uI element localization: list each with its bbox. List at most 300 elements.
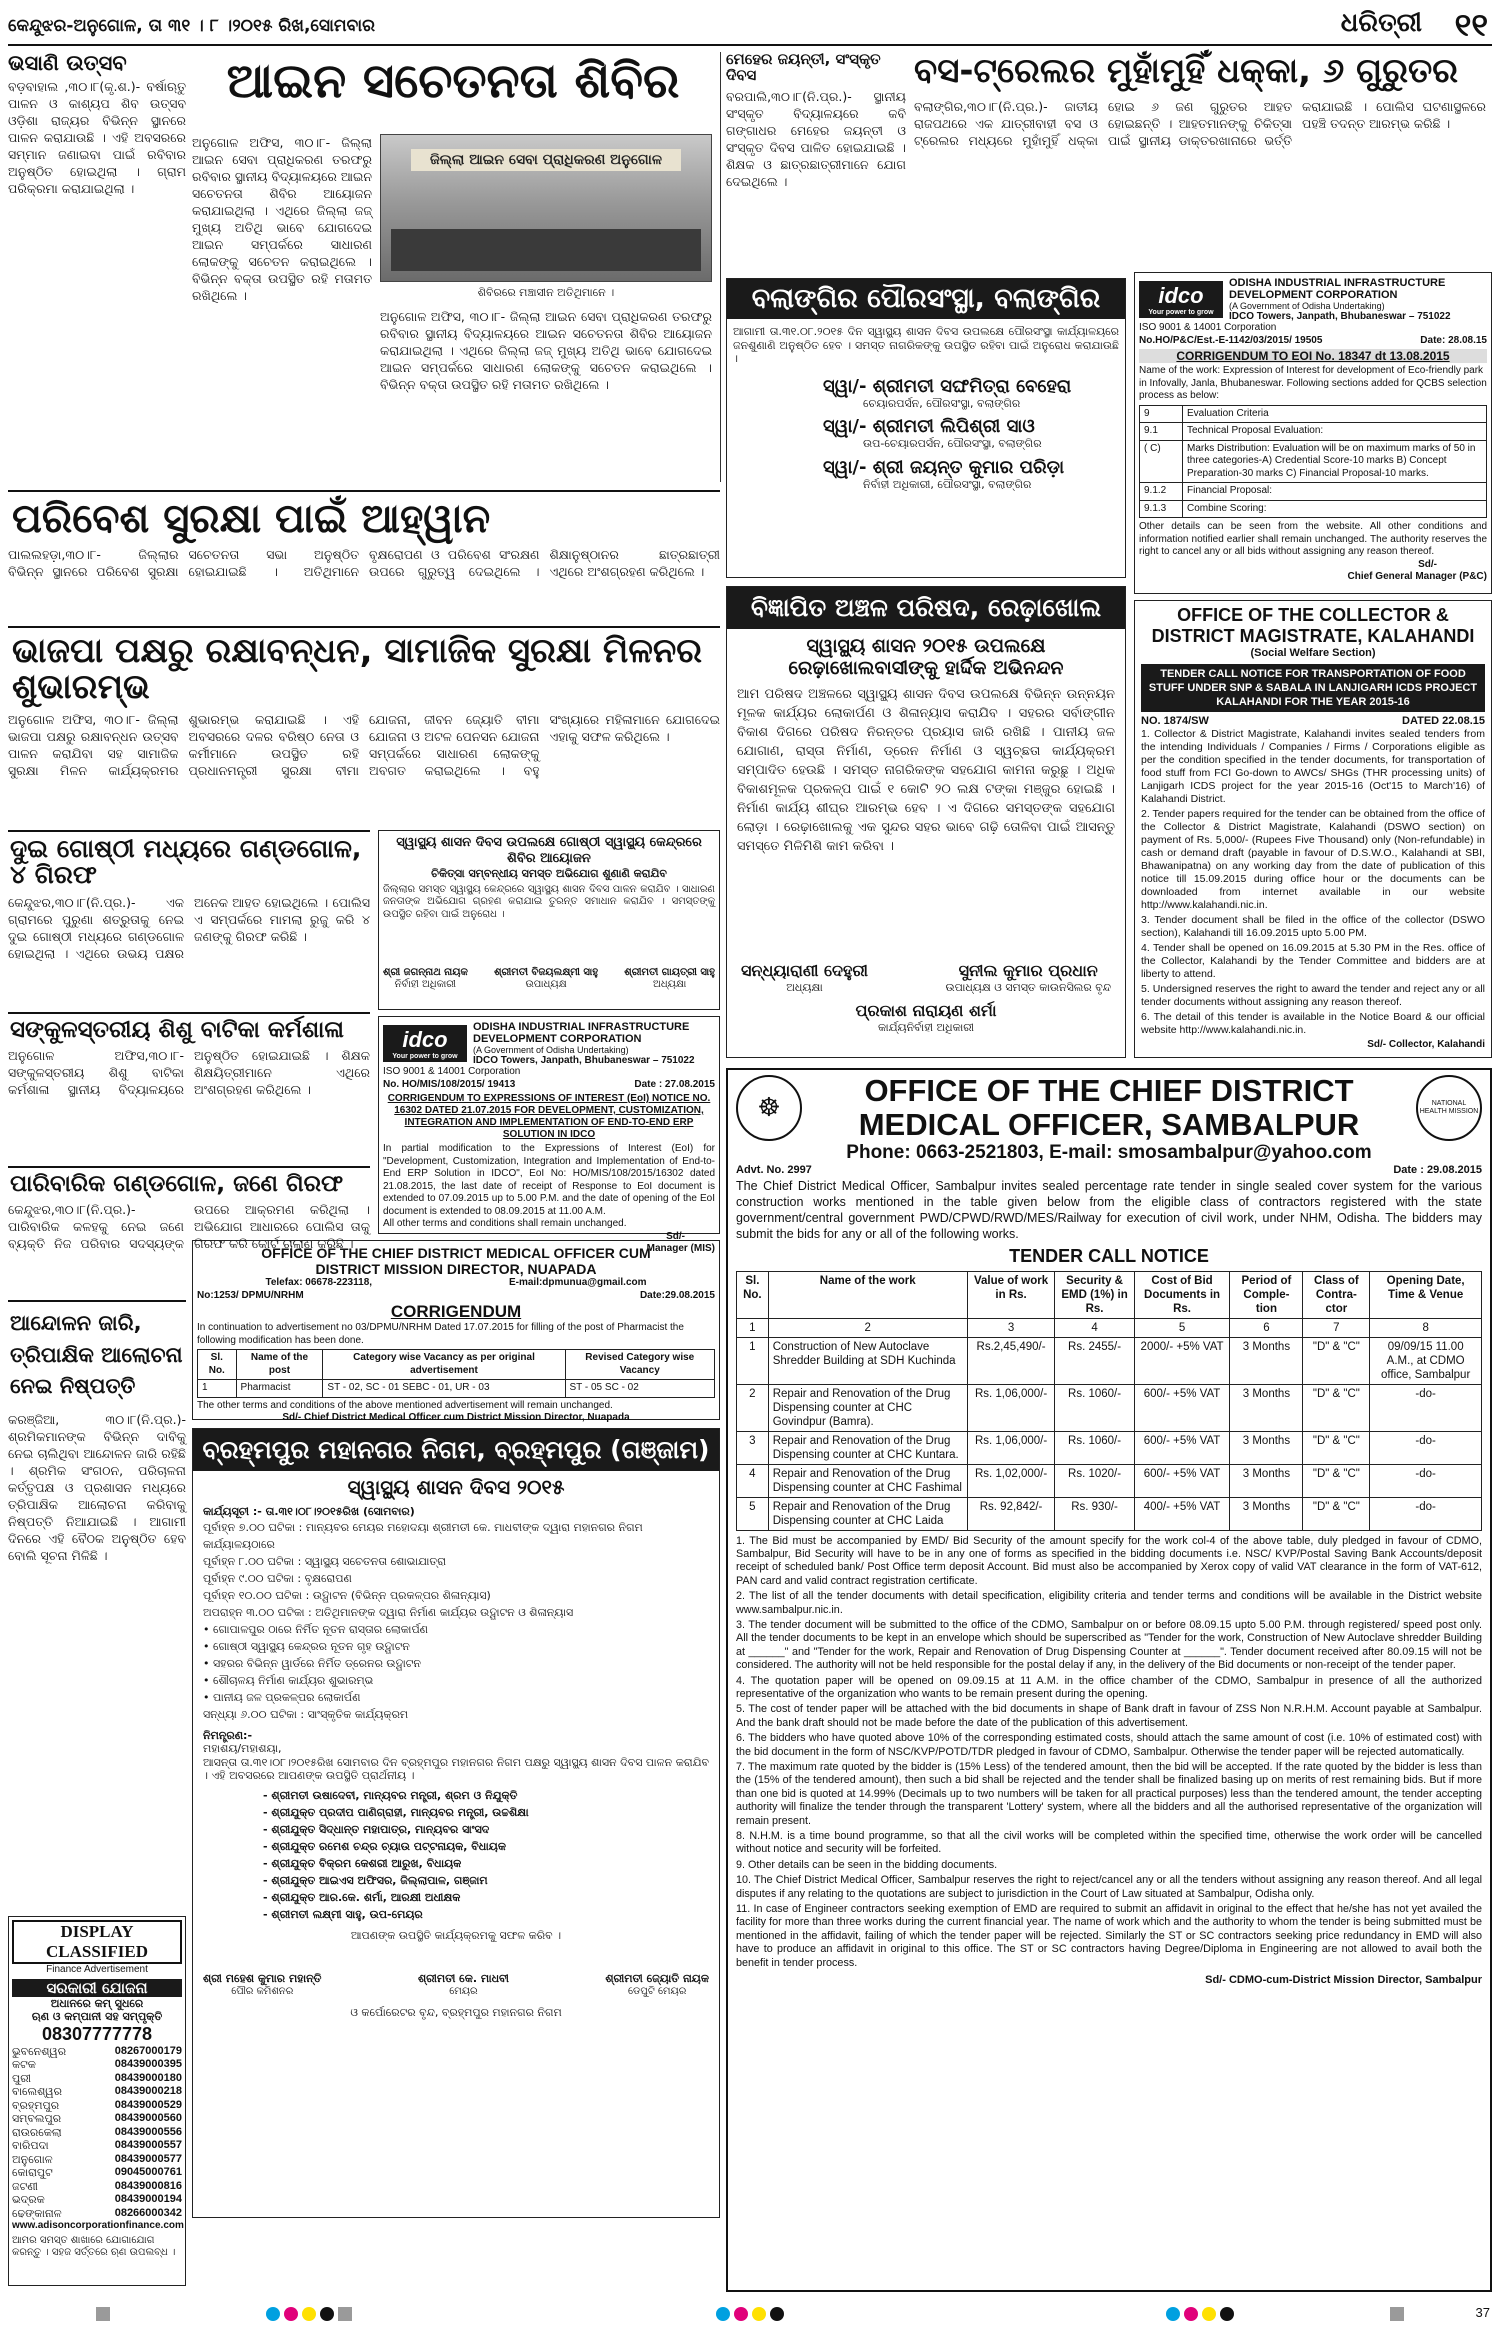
tender-term: 10. The Chief District Medical Officer, Sambalpur reserves the right to reject/cancel any or all the tenders without assigning any reason thereof. And all legal disputes if any relating to the quotations are subject to jurisdiction in the Court of Law situated at Sambalpur, Odisha only. [736, 1874, 1482, 1900]
schedule-item: ପୂର୍ବାହ୍ନ ୯.୦୦ ଘଟିକା : ବୃକ୍ଷରୋପଣ [203, 1571, 352, 1585]
print-marks [0, 2295, 1500, 2335]
story-bjp-rakhi [8, 626, 720, 822]
table-cell: ST - 05 SC - 02 [565, 1380, 714, 1398]
place-name: କୋରାପୁଟ [12, 2166, 53, 2179]
col-number: 7 [1303, 1318, 1370, 1337]
schedule-item: ସନ୍ଧ୍ୟା ୬.୦୦ ଘଟିକା : ସାଂସ୍କୃତିକ କାର୍ଯ୍ୟକ୍ରମ [203, 1707, 409, 1721]
table-cell: "D" & "C" [1303, 1464, 1370, 1497]
schedule-item: • ସହରର ବିଭିନ୍ନ ୱାର୍ଡରେ ନିର୍ମିତ ଡ୍ରେନର ଉଦ୍ଘାଟନ [203, 1656, 421, 1670]
notice-title: CORRIGENDUM TO EOI No. 18347 dt 13.08.2015 [1139, 349, 1487, 363]
ad-headline: ବିଜ୍ଞାପିତ ଅଞ୍ଚଳ ପରିଷଦ, ରେଢ଼ାଖୋଲ [727, 587, 1125, 629]
table-row [737, 1431, 1482, 1464]
magenta-mark [284, 2307, 298, 2321]
list-item [12, 2112, 182, 2126]
dateline: କେନ୍ଦୁଝର-ଅନୁଗୋଳ, ତା ୩୧ । ୮ ।୨୦୧୫ ରିଖ,ସୋମବାର [8, 16, 375, 36]
ad-health-day [378, 830, 720, 1010]
criteria-no: 9.1.3 [1140, 500, 1183, 518]
phone-number: 08267000179 [114, 2044, 182, 2057]
paper-name: ଧରିତ୍ରୀ [1340, 8, 1422, 38]
notice-intro: In continuation to advertisement no 03/DPMU/NRHM Dated 17.07.2015 for filling of the post of Pharmacist the following modification has been done. [197, 1322, 684, 1346]
yellow-mark [302, 2307, 316, 2321]
signatory-role: ନିର୍ବାହୀ ଅଧିକାରୀ [394, 979, 457, 990]
signatory-name: ଶ୍ରୀମତୀ ଜ୍ୟୋତି ନାୟକ [605, 1972, 709, 1986]
table-cell: 3 [737, 1431, 769, 1464]
masthead [8, 6, 1492, 46]
criteria-text: Technical Proposal Evaluation: [1183, 423, 1487, 441]
table-cell: -do- [1370, 1384, 1482, 1431]
table-cell: 400/- +5% VAT [1134, 1497, 1230, 1530]
tender-term: 7. The maximum rate quoted by the bidder is (15% Less) of the tendered amount, then the bid will be accepted. If the rate quoted by the bidder is less than the (15% of the tendered amount), then such a bid shall be rejected and the tender shall be finalized basing up on merits of rest remaining bids. But if more than one bid is quoted at 14.99% (Decimals up to two numbers will be taken for all practical purposes) less than the tendered amount, the tender accepting authority will finalize the tender through the transparent 'Lottery' system, where all the bidders and all the authorised representative of the organization will remain present. [736, 1761, 1482, 1827]
list-item [12, 2180, 182, 2194]
ref-no: No:1253/ DPMU/NRHM [197, 1289, 304, 1301]
col-header: Opening Date, Time & Venue [1370, 1271, 1482, 1318]
table-cell: 3 Months [1230, 1464, 1303, 1497]
table-cell: "D" & "C" [1303, 1384, 1370, 1431]
ad-redhakhol-nac [726, 586, 1126, 1058]
list-item [12, 2099, 182, 2113]
office-title: OFFICE OF THE CHIEF DISTRICT MEDICAL OFFICER CUM [261, 1245, 651, 1261]
sign: Sd/- [666, 1230, 685, 1242]
col-header: Period of Comple-tion [1230, 1271, 1303, 1318]
yellow-mark [752, 2307, 766, 2321]
story-headline: ଭାଜପା ପକ୍ଷରୁ ରକ୍ଷାବନ୍ଧନ, ସାମାଜିକ ସୁରକ୍ଷା ମିଳନର ଶୁଭାରମ୍ଭ [12, 631, 703, 707]
signatory-name: ସନ୍ଧ୍ୟାରାଣୀ ଦେହୁରୀ [741, 961, 868, 981]
table-row [1140, 423, 1487, 441]
tender-term: 6. The bidders who have quoted above 10% of the corresponding estimated costs, should attach the same amount of cost (i.e. 10% of estimated cost) with the bid document in the form of NSC/KVP/POTD/TDR pledged in favour of CDMO, Sambalpur. Otherwise the tender paper will be rejected automatically. [736, 1732, 1482, 1758]
guest-list [203, 1787, 709, 1923]
signatory-name: ଶ୍ରୀ ଜଗନ୍ନାଥ ନାୟକ [383, 966, 468, 978]
table-cell: Rs.2,45,490/- [967, 1337, 1055, 1384]
story-body: ଅନୁଗୋଳ ଅଫିସ, ୩୦।୮- ଜିଲ୍ଲା ଭାଜପା ପକ୍ଷରୁ ରକ୍ଷାବନ୍ଧନ ଉତ୍ସବ ପାଳନ କରାଯିବା ସହ ସାମାଜିକ ସୁରକ୍ଷା ମିଳନ କାର୍ଯ୍ୟକ୍ରମର ଶୁଭାରମ୍ଭ କରାଯାଇଛି । ଏହି ଅବସରରେ ଦଳର ବରିଷ୍ଠ ନେତା ଓ କର୍ମୀମାନେ ଉପସ୍ଥିତ ରହି ପ୍ରଧାନମନ୍ତ୍ରୀ ସୁରକ୍ଷା ବୀମା ଯୋଜନା, ଜୀବନ ଜ୍ୟୋତି ବୀମା ଯୋଜନା ଓ ଅଟଳ ପେନସନ ଯୋଜନା ସମ୍ପର୍କରେ ସାଧାରଣ ଲୋକଙ୍କୁ ଅବଗତ କରାଇଥିଲେ । ବହୁ ସଂଖ୍ୟାରେ ମହିଳାମାନେ ଯୋଗଦେଇ ଏହାକୁ ସଫଳ କରିଥିଲେ । [8, 712, 720, 779]
ad-headline: ସ୍ୱାସ୍ଥ୍ୟ ଶାସନ ଦିବସ ଉପଲକ୍ଷେ ଗୋଷ୍ଠୀ ସ୍ୱାସ୍ଥ୍ୟ କେନ୍ଦ୍ରରେ ଶିବିର ଆୟୋଜନ [396, 835, 702, 866]
table-cell: Rs. 92,842/- [967, 1497, 1055, 1530]
criteria-no: 9.1 [1140, 423, 1183, 441]
phone-number: 08439000816 [114, 2179, 182, 2192]
odisha-emblem: ☸ [736, 1075, 802, 1141]
notice-footer: Other details can be seen from the website. All other conditions and information notified earlier shall remain unchanged. The authority reserves the right to cancel any or all bids without assigning any reason thereof. [1139, 521, 1487, 557]
org-name: ODISHA INDUSTRIAL INFRASTRUCTURE DEVELOPMENT CORPORATION [473, 1021, 690, 1045]
corrigendum-title: CORRIGENDUM [390, 1302, 522, 1321]
signatory-role: ପୌର କମିଶନର [231, 1985, 294, 1997]
tender-term: 3. The tender document will be submitted to the office of the CDMO, Sambalpur on or before 08.09.15 upto 5.00 P.M. through registered/ speed post only. All the tender documents to be kept in an envelope which should be superscribed as "Tender for the work, Construction of New Autoclave shredder Building at ______" and "Tender for the work, Repair and Renovation of Drug Dispensing Counter at ______". Tender document received after 80.09.15 will not be considered. The authority will not be held responsible for the postal delay if any, in the delivery of the Bid documents or non-receipt of the tender paper. [736, 1618, 1482, 1672]
place-name: ବାଲେଶ୍ୱର [12, 2085, 62, 2098]
office-title-2: DISTRICT MAGISTRATE, KALAHANDI [1151, 626, 1475, 646]
signatory-name: ଶ୍ରୀ ଜୟନ୍ତ କୁମାର ପରିଡ଼ା [872, 456, 1065, 478]
table-cell: ST - 02, SC - 01 SEBC - 01, UR - 03 [323, 1380, 565, 1398]
signatory-name: ପ୍ରକାଶ ନାରାୟଣ ଶର୍ମା [855, 1000, 997, 1020]
schedule-list [203, 1519, 709, 1723]
signatory-name: ଶ୍ରୀମତୀ କେ. ମାଧବୀ [417, 1972, 509, 1986]
ad-sambalpur-cdmo [726, 1068, 1492, 2292]
notice-title: CORRIGENDUM TO EXPRESSIONS OF INTEREST (EoI) NOTICE NO. 16302 DATED 21.07.2015 FOR DEVELOPMENT, CUSTOMIZATION, INTEGRATION AND IMPLEMENTATION OF END-TO-END ERP SOLUTION IN IDCO [387, 1093, 711, 1140]
notice-footer: The other terms and conditions of the above mentioned advertisement will remain unchanged. [197, 1399, 613, 1411]
story-headline: ସଙ୍କୁଳସ୍ତରୀୟ ଶିଶୁ ବାଟିକା କର୍ମଶାଳା [10, 1017, 344, 1043]
ad-headline: ବଲାଙ୍ଗିର ପୌରସଂସ୍ଥା, ବଲାଙ୍ଗିର [727, 279, 1125, 319]
table-cell: 3 Months [1230, 1431, 1303, 1464]
phone-number: 09045000761 [114, 2166, 182, 2178]
table-row [737, 1337, 1482, 1384]
ad-subtitle-2: ରେଢ଼ାଖୋଲବାସୀଙ୍କୁ ହାର୍ଦ୍ଦିକ ଅଭିନନ୍ଦନ [788, 657, 1064, 680]
iso-note: ISO 9001 & 14001 Corporation [383, 1066, 521, 1077]
org-sub: (A Government of Odisha Undertaking) [473, 1045, 629, 1055]
criteria-text: Financial Proposal: [1183, 483, 1487, 501]
schedule-item: • ଗୋପାଳପୁର ଠାରେ ନିର୍ମିତ ନୂତନ ରାସ୍ତାର ଲୋକାର୍ପଣ [203, 1622, 428, 1636]
sign-prefix: ସ୍ୱା/- [823, 456, 867, 478]
table-cell: 1 [198, 1380, 237, 1398]
ad-body: ଜିଲ୍ଲାର ସମସ୍ତ ସ୍ୱାସ୍ଥ୍ୟ କେନ୍ଦ୍ରରେ ସ୍ୱାସ୍ଥ୍ୟ ଶାସନ ଦିବସ ପାଳନ କରାଯିବ । ସାଧାରଣ ଜନତାଙ୍କ ଅଭିଯୋଗ ଗ୍ରହଣ କରାଯାଇ ତୁରନ୍ତ ସମାଧାନ କରାଯିବ । ସମସ୍ତଙ୍କୁ ଉପସ୍ଥିତ ରହିବା ପାଇଁ ଅନୁରୋଧ । [383, 883, 715, 920]
gray-mark [96, 2307, 110, 2321]
photo-table [391, 229, 701, 271]
story-body: ବଲାଙ୍ଗିର,୩୦।୮(ନି.ପ୍ର.)- ଜାତୀୟ ରାଜପଥରେ ଏକ ଯାତ୍ରୀବାହୀ ବସ ଓ ଟ୍ରେଲର ମଧ୍ୟରେ ମୁହାଁମୁହିଁ ଧକ୍କା ହୋଇ ୬ ଜଣ ଗୁରୁତର ଆହତ ହୋଇଛନ୍ତି । ଆହତମାନଙ୍କୁ ଚିକିତ୍ସା ପାଇଁ ସ୍ଥାନୀୟ ଡାକ୍ତରଖାନାରେ ଭର୍ତ୍ତି କରାଯାଇଛି । ପୋଲିସ ଘଟଣାସ୍ଥଳରେ ପହଞ୍ଚି ତଦନ୍ତ ଆରମ୍ଭ କରିଛି । [914, 99, 1486, 148]
col-header: Category wise Vacancy as per original advertisement [323, 1350, 565, 1380]
tender-terms [736, 1535, 1482, 1971]
story-bus-accident [726, 52, 1492, 272]
criteria-no: 9.1.2 [1140, 483, 1183, 501]
invite-body: ଆସନ୍ତା ତା.୩୧।୦୮।୨୦୧୫ରିଖ ସୋମବାର ଦିନ ବ୍ରହ୍ମପୁର ମହାନଗର ନିଗମ ପକ୍ଷରୁ ସ୍ୱାସ୍ଥ୍ୟ ଶାସନ ଦିବସ ପାଳନ କରାଯିବ । ଏହି ଅବସରରେ ଆପଣଙ୍କ ଉପସ୍ଥିତି ପ୍ରାର୍ଥନୀୟ । [203, 1755, 709, 1783]
tender-term: 9. Other details can be seen in the bidding documents. [736, 1858, 998, 1871]
table-row [1140, 405, 1487, 423]
vacancy-table [197, 1349, 715, 1398]
ad-idco-erp-corrigendum [378, 1016, 720, 1254]
schedule-item: ପୂର୍ବାହ୍ନ ୭.୦୦ ଘଟିକା : ମାନ୍ୟବର ମେୟର ମହୋଦୟା ଶ୍ରୀମତୀ କେ. ମାଧବୀଙ୍କ ଦ୍ୱାରା ମହାନଗର ନିଗମ କାର୍ଯ୍ୟାଳୟଠାରେ [203, 1520, 643, 1551]
story-headline: ବସ-ଟ୍ରେଲର ମୁହାଁମୁହିଁ ଧକ୍କା, ୬ ଗୁରୁତର [914, 51, 1458, 91]
tender-term: 2. The list of all the tender documents with detail specification, eligibility criteria and tender terms and conditions will be available in the District website www.sambalpur.nic.in. [736, 1590, 1482, 1616]
list-item [12, 2058, 182, 2072]
classified-sub: Finance Advertisement [46, 1964, 148, 1975]
table-cell: 2000/- +5% VAT [1134, 1337, 1230, 1384]
story-bhasani [8, 52, 186, 292]
table-cell: 600/- +5% VAT [1134, 1384, 1230, 1431]
phone-number: 08439000395 [114, 2058, 182, 2070]
story-body: କେନ୍ଦୁଝର,୩୦।୮(ନି.ପ୍ର.)- ଏକ ଗ୍ରାମରେ ପୁରୁଣା ଶତ୍ରୁତାକୁ ନେଇ ଦୁଇ ଗୋଷ୍ଠୀ ମଧ୍ୟରେ ଗଣ୍ଡଗୋଳ ହୋଇଥିଲା । ଏଥିରେ ଉଭୟ ପକ୍ଷର ଅନେକ ଆହତ ହୋଇଥିଲେ । ପୋଲିସ ଏ ସମ୍ପର୍କରେ ମାମଲା ରୁଜୁ କରି ୪ ଜଣଙ୍କୁ ଗିରଫ କରିଛି । [8, 894, 370, 961]
ad-body: ଆଗାମୀ ତା.୩୧.୦୮.୨୦୧୫ ଦିନ ସ୍ୱାସ୍ଥ୍ୟ ଶାସନ ଦିବସ ଉପଲକ୍ଷେ ପୌରସଂସ୍ଥା କାର୍ଯ୍ୟାଳୟରେ ଜନଶୁଣାଣି ଅନୁଷ୍ଠିତ ହେବ । ସମସ୍ତ ନାଗରିକଙ୍କୁ ଉପସ୍ଥିତ ରହିବା ପାଇଁ ଅନୁରୋଧ କରାଯାଉଛି । [733, 325, 1119, 366]
story-body: କରଞ୍ଜିଆ, ୩୦।୮(ନି.ପ୍ର.)- ଶ୍ରମିକମାନଙ୍କ ବିଭିନ୍ନ ଦାବିକୁ ନେଇ ଚାଲିଥିବା ଆନ୍ଦୋଳନ ଜାରି ରହିଛି । ଶ୍ରମିକ ସଂଗଠନ, ପରିଚାଳନା କର୍ତ୍ତୃପକ୍ଷ ଓ ପ୍ରଶାସନ ମଧ୍ୟରେ ତ୍ରିପାକ୍ଷିକ ଆଲୋଚନା କରିବାକୁ ନିଷ୍ପତ୍ତି ନିଆଯାଇଛି । ଆଗାମୀ ଦିନରେ ଏହି ବୈଠକ ଅନୁଷ୍ଠିତ ହେବ ବୋଲି ସୂଚନା ମିଳିଛି । [8, 1411, 186, 1563]
place-name: ସମ୍ବଲପୁର [12, 2112, 62, 2125]
black-mark [770, 2307, 784, 2321]
photo-banner: ଜିଲ୍ଲା ଆଇନ ସେବା ପ୍ରାଧିକରଣ ଅନୁଗୋଳ [411, 149, 681, 171]
office-title: OFFICE OF THE COLLECTOR & [1177, 605, 1449, 625]
table-cell: Rs. 1060/- [1055, 1431, 1134, 1464]
table-cell: Rs. 1,02,000/- [967, 1464, 1055, 1497]
tender-term: 8. N.H.M. is a time bound programme, so that all the civil works will be completed within the specified time, otherwise the work order will be cancelled without notice and security will be forfeited. [736, 1830, 1482, 1856]
contact-line: Phone: 0663-2521803, E-mail: smosambalpur@yahoo.com [846, 1142, 1372, 1163]
phone-number: 08439000180 [114, 2071, 182, 2084]
list-item [12, 2072, 182, 2086]
ad-nuapada-corrigendum [192, 1240, 720, 1423]
signatory-role: ଅଧ୍ୟକ୍ଷା [653, 979, 687, 990]
schedule-item: ପୂର୍ବାହ୍ନ ୧୦.୦୦ ଘଟିକା : ଉଦ୍ଘାଟନ (ବିଭିନ୍ନ ପ୍ରକଳ୍ପର ଶିଳାନ୍ୟାସ) [203, 1588, 491, 1602]
table-cell: -do- [1370, 1497, 1482, 1530]
list-item [12, 2139, 182, 2153]
criteria-no: 9 [1140, 405, 1183, 423]
classified-title: DISPLAY CLASSIFIED [12, 1920, 182, 1964]
notice-intro: Name of the work: Expression of Interest for development of Eco-friendly park in Infovally, Janla, Bhubaneswar. Following sections added for QCBS selection process as below: [1139, 365, 1487, 401]
story-body: ଅନୁଗୋଳ ଅଫିସ,୩୦।୮- ସଙ୍କୁଳସ୍ତରୀୟ ଶିଶୁ ବାଟିକା କର୍ମଶାଳା ସ୍ଥାନୀୟ ବିଦ୍ୟାଳୟରେ ଅନୁଷ୍ଠିତ ହୋଇଯାଇଛି । ଶିକ୍ଷକ ଶିକ୍ଷୟିତ୍ରୀମାନେ ଏଥିରେ ଅଂଶଗ୍ରହଣ କରିଥିଲେ । [8, 1048, 370, 1098]
iso-note: ISO 9001 & 14001 Corporation [1139, 322, 1277, 333]
ref-no: No.HO/P&C/Est.-E-1142/03/2015/ 19505 [1139, 334, 1323, 346]
schedule-item: • ଶୌଚାଳୟ ନିର୍ମାଣ କାର୍ଯ୍ୟର ଶୁଭାରମ୍ଭ [203, 1673, 374, 1687]
ad-berhampur-corporation [192, 1428, 720, 2218]
story-body: କେନ୍ଦୁଝର,୩୦।୮(ନି.ପ୍ର.)- ପାରିବାରିକ କଳହକୁ ନେଇ ଜଣେ ବ୍ୟକ୍ତି ନିଜ ପରିବାର ସଦସ୍ୟଙ୍କ ଉପରେ ଆକ୍ରମଣ କରିଥିଲା । ଅଭିଯୋଗ ଆଧାରରେ ପୋଲିସ ତାକୁ ଗିରଫ କରି କୋର୍ଟ ଚାଲାଣ କରିଛି । [8, 1202, 370, 1252]
story-environment [8, 490, 720, 618]
classified-head-3: ଋଣ ଓ କମ୍ପାନୀ ସହ ସମ୍ପୃକ୍ତି [31, 2010, 163, 2023]
tender-term: 4. The quotation paper will be opened on 09.09.15 at 11 A.M. in the office chamber of the CDMO, Sambalpur in presence of all the authorized representative of the organization who wants to be remain present during the opening. [736, 1674, 1482, 1700]
signatory-name: ଶ୍ରୀମତୀ ଗାୟତ୍ରୀ ସାହୁ [624, 966, 715, 978]
org-address: IDCO Towers, Janpath, Bhubaneswar – 751022 [473, 1055, 695, 1066]
guest-item: - ଶ୍ରୀଯୁକ୍ତ ପ୍ରଦୀପ ପାଣିଗ୍ରାହୀ, ମାନ୍ୟବର ମନ୍ତ୍ରୀ, ଉଚ୍ଚଶିକ୍ଷା [263, 1805, 529, 1819]
schedule-item: ପୂର୍ବାହ୍ନ ୮.୦୦ ଘଟିକା : ସ୍ୱାସ୍ଥ୍ୟ ସଚେତନତା ଶୋଭାଯାତ୍ରା [203, 1554, 446, 1568]
col-number: 6 [1230, 1318, 1303, 1337]
story-body-cont: ଅନୁଗୋଳ ଅଫିସ, ୩୦।୮- ଜିଲ୍ଲା ଆଇନ ସେବା ପ୍ରାଧିକରଣ ତରଫରୁ ରବିବାର ସ୍ଥାନୀୟ ବିଦ୍ୟାଳୟରେ ଆଇନ ସଚେତନତା ଶିବିର ଆୟୋଜନ କରାଯାଇଥିଲା । ଏଥିରେ ଜିଲ୍ଲା ଜଜ୍ ମୁଖ୍ୟ ଅତିଥି ଭାବେ ଯୋଗଦେଇ ଆଇନ ସମ୍ପର୍କରେ ସାଧାରଣ ଲୋକଙ୍କୁ ସଚେତନ କରାଇଥିଲେ । ବିଭିନ୍ନ ବକ୍ତା ଉପସ୍ଥିତ ରହି ମତାମତ ରଖିଥିଲେ । [380, 309, 712, 392]
classified-head: ସରକାରୀ ଯୋଜନା [12, 1979, 182, 1997]
table-cell: Repair and Renovation of the Drug Dispensing counter at CHC Laida [768, 1497, 967, 1530]
table-cell: Repair and Renovation of the Drug Dispensing counter at CHC Kuntara. [768, 1431, 967, 1464]
tender-table [736, 1271, 1482, 1531]
signatory-role: ଉପ-ଚେୟାରପର୍ସନ, ପୌରସଂସ୍ଥା, ବଲାଙ୍ଗିର [863, 437, 1042, 451]
story-headline: ଭସାଣି ଉତ୍ସବ [8, 51, 127, 75]
story-legal-camp [192, 52, 714, 482]
col-number: 4 [1055, 1318, 1134, 1337]
table-cell: Rs. 930/- [1055, 1497, 1134, 1530]
criteria-no: ( C) [1140, 440, 1183, 483]
schedule-item: • ପାନୀୟ ଜଳ ପ୍ରକଳ୍ପର ଲୋକାର୍ପଣ [203, 1690, 361, 1704]
place-name: ବାରିପଦା [12, 2139, 49, 2152]
signatory-role: ନିର୍ବାହୀ ଅଧିକାରୀ, ପୌରସଂସ୍ଥା, ବଲାଙ୍ଗିର [863, 477, 1032, 491]
signatory-name: ଶ୍ରୀମତୀ ଲିପିଶ୍ରୀ ସାଓ [872, 416, 1035, 438]
col-header: Name of the post [236, 1350, 323, 1380]
classified-website: www.adisoncorporationfinance.com [12, 2220, 184, 2231]
guest-item: - ଶ୍ରୀମତୀ ଉଷାଦେବୀ, ମାନ୍ୟବର ମନ୍ତ୍ରୀ, ଶ୍ରମ ଓ ନିଯୁକ୍ତି [263, 1788, 518, 1802]
table-row [1140, 440, 1487, 483]
tender-point: 3. Tender document shall be filed in the office of the collector (DSWO section), Kalahandi till 16.09.2015 upto 5.00 PM. [1141, 914, 1485, 939]
idco-logo: idco [402, 1027, 448, 1052]
col-number: 3 [967, 1318, 1055, 1337]
col-header: Sl. No. [198, 1350, 237, 1380]
story-body: ବରପାଲି,୩୦।୮(ନି.ପ୍ର.)- ସ୍ଥାନୀୟ ସଂସ୍କୃତ ବିଦ୍ୟାଳୟରେ କବି ଗଙ୍ଗାଧର ମେହେର ଜୟନ୍ତୀ ଓ ସଂସ୍କୃତ ଦିବସ ପାଳିତ ହୋଇଯାଇଛି । ଶିକ୍ଷକ ଓ ଛାତ୍ରଛାତ୍ରୀମାନେ ଯୋଗ ଦେଇଥିଲେ । [726, 88, 906, 189]
story-headline: ପରିବେଶ ସୁରକ୍ଷା ପାଇଁ ଆହ୍ୱାନ [12, 496, 491, 542]
schedule-item: ଅପରାହ୍ନ ୩.୦୦ ଘଟିକା : ଅତିଥିମାନଙ୍କ ଦ୍ୱାରା ନିର୍ମାଣ କାର୍ଯ୍ୟର ଉଦ୍ଘାଟନ ଓ ଶିଳାନ୍ୟାସ [203, 1605, 574, 1619]
guest-item: - ଶ୍ରୀଯୁକ୍ତ ଆଇଏସ ଅଫିସର, ଜିଲ୍ଲାପାଳ, ଗଞ୍ଜାମ [263, 1873, 488, 1887]
col-header: Revised Category wise Vacancy [565, 1350, 714, 1380]
table-cell: 3 Months [1230, 1337, 1303, 1384]
col-number: 8 [1370, 1318, 1482, 1337]
table-cell: Rs. 1,06,000/- [967, 1384, 1055, 1431]
ref-no: NO. 1874/SW [1141, 714, 1209, 727]
phone-number: 08439000577 [114, 2152, 182, 2165]
story-headline: ପାରିବାରିକ ଗଣ୍ଡଗୋଳ, ଜଣେ ଗିରଫ [10, 1171, 344, 1197]
tender-point: 2. Tender papers required for the tender can be obtained from the office of the Collector & District Magistrate, Kalahandi (DSWO section) on payment of Rs. 5,000/- (Rupees Five Thousand) only (Non-refundable) in cash or demand draft (payable in favour of D.S.W.O., Kalahandi at SBI, Bhawanipatna) on any working day from the date of publication of this notice till 15.09.2015 during office hour or the documents can be downloaded from internet available in our website http://www.kalahandi.nic.in. [1141, 808, 1486, 911]
signatory-name: ଶ୍ରୀମତୀ ବିଜୟଲକ୍ଷ୍ମୀ ସାହୁ [494, 966, 599, 978]
magenta-mark [1184, 2307, 1198, 2321]
ad-kalahandi-tender [1134, 600, 1492, 1058]
org-address: IDCO Towers, Janpath, Bhubaneswar – 751022 [1229, 311, 1451, 322]
phone-number: 08439000194 [114, 2193, 182, 2205]
ref-date: DATED 22.08.15 [1402, 714, 1485, 727]
tender-title: TENDER CALL NOTICE [1009, 1245, 1209, 1266]
sign: Sd/- CDMO-cum-District Mission Director, Sambalpur [1205, 1974, 1482, 1987]
table-cell: 3 Months [1230, 1497, 1303, 1530]
table-row [737, 1497, 1482, 1530]
phone-number: 08266000342 [114, 2206, 182, 2219]
guest-item: - ଶ୍ରୀଯୁକ୍ତ ରମେଶ ଚନ୍ଦ୍ର ଚ୍ୟାଉ ପଟ୍ଟନାୟକ, ବିଧାୟକ [263, 1839, 506, 1853]
story-body: ବଡ଼ବାହାଲ ,୩୦।୮(କୃ.ଶ.)- ବର୍ଷାଋତୁ ପାଳନ ଓ କାଶ୍ୟପ ଶିବ ଉତ୍ସବ ଓଡ଼ିଶା ରାଜ୍ୟର ବିଭିନ୍ନ ସ୍ଥାନରେ ପାଳନ କରାଯାଉଛି । ଏହି ଅବସରରେ ସମ୍ମାନ ଜଣାଇବା ପାଇଁ ରବିବାର ଅନୁଷ୍ଠିତ ହୋଇଥିଲା । ଗ୍ରାମ ପରିକ୍ରମା କରାଯାଇଥିଲା । [8, 79, 186, 197]
table-cell: 2 [737, 1384, 769, 1431]
table-cell: Construction of New Autoclave Shredder Building at SDH Kuchinda [768, 1337, 967, 1384]
org-sub: (A Government of Odisha Undertaking) [1229, 301, 1385, 311]
cyan-mark [266, 2307, 280, 2321]
news-photo [380, 134, 712, 282]
table-cell: 5 [737, 1497, 769, 1530]
black-mark [320, 2307, 334, 2321]
signatory-name: ଶ୍ରୀମତୀ ସଙ୍ଘମିତ୍ରା ବେହେରା [872, 375, 1072, 397]
classified-note: ଆମର ସମସ୍ତ ଶାଖାରେ ଯୋଗାଯୋଗ କରନ୍ତୁ । ସହଜ ସର୍ତ୍ତରେ ଋଣ ଉପଲବ୍ଧ । [12, 2234, 176, 2258]
tender-point: 6. The detail of this tender is available in the Notice Board & our official website http://www.kalahandi.nic.in. [1141, 1011, 1485, 1036]
photo-caption: ଶିବିରରେ ମଞ୍ଚାସୀନ ଅତିଥିମାନେ । [477, 286, 615, 299]
phone-number: 08439000529 [114, 2098, 182, 2111]
story-clash [8, 830, 370, 1006]
yellow-mark [1202, 2307, 1216, 2321]
signatory-role: କାର୍ଯ୍ୟନିର୍ବାହୀ ଅଧିକାରୀ [878, 1020, 974, 1034]
invite-closing: ଆପଣଙ୍କ ଉପସ୍ଥିତି କାର୍ଯ୍ୟକ୍ରମକୁ ସଫଳ କରିବ । [350, 1928, 562, 1942]
table-cell: 1 [737, 1337, 769, 1384]
signatory-role: ଉପାଧ୍ୟକ୍ଷ ଓ ସମସ୍ତ କାଉନସିଲର ବୃନ୍ଦ [945, 981, 1111, 995]
table-cell: Rs. 1020/- [1055, 1464, 1134, 1497]
table-row [1140, 500, 1487, 518]
signatory-name: ଶ୍ରୀ ମହେଶ କୁମାର ମହାନ୍ତି [203, 1972, 322, 1986]
cyan-mark [716, 2307, 730, 2321]
signer: Chief General Manager (P&C) [1347, 571, 1487, 582]
table-cell: 09/09/15 11.00 A.M., at CDMO office, Sambalpur [1370, 1337, 1482, 1384]
schedule-item: • ଗୋଷ୍ଠୀ ସ୍ୱାସ୍ଥ୍ୟ କେନ୍ଦ୍ରର ନୂତନ ଗୃହ ଉଦ୍ଘାଟନ [203, 1639, 410, 1653]
place-name: ବ୍ରହ୍ମପୁର [12, 2098, 60, 2112]
criteria-text: Marks Distribution: Evaluation will be on maximum marks of 50 in three categories-A) Credential Score-10 marks B) Concept Preparation-30 marks C) Financial Proposal-10 marks. [1183, 440, 1487, 483]
magenta-mark [734, 2307, 748, 2321]
ad-headline: ବ୍ରହ୍ମପୁର ମହାନଗର ନିଗମ, ବ୍ରହ୍ମପୁର (ଗଞ୍ଜାମ) [193, 1429, 719, 1471]
phone-number: 08439000556 [114, 2125, 182, 2138]
classified-main-phone: 08307777778 [41, 2023, 153, 2044]
story-workshop [8, 1012, 370, 1160]
criteria-text: Combine Scoring: [1183, 500, 1487, 518]
signatory-role: ଚେୟାରପର୍ସନ, ପୌରସଂସ୍ଥା, ବଲାଙ୍ଗିର [863, 396, 1021, 410]
story-body: ପାଲଲହଡ଼ା,୩୦।୮- ଜିଲ୍ଲାର ବିଭିନ୍ନ ସ୍ଥାନରେ ପରିବେଶ ସୁରକ୍ଷା ସଚେତନତା ସଭା ଅନୁଷ୍ଠିତ ହୋଇଯାଇଛି । ଅତିଥିମାନେ ବୃକ୍ଷରୋପଣ ଓ ପରିବେଶ ସଂରକ୍ଷଣ ଉପରେ ଗୁରୁତ୍ୱ ଦେଇଥିଲେ । ଶିକ୍ଷାନୁଷ୍ଠାନର ଛାତ୍ରଛାତ୍ରୀ ଏଥିରେ ଅଂଶଗ୍ରହଣ କରିଥିଲେ । [8, 547, 720, 579]
story-headline: ମେହେର ଜୟନ୍ତୀ, ସଂସ୍କୃତ ଦିବସ [726, 50, 881, 84]
list-item [12, 2126, 182, 2140]
sign: Sd/- [1418, 558, 1437, 570]
table-cell: -do- [1370, 1431, 1482, 1464]
col-header: Value of work in Rs. [967, 1271, 1055, 1318]
story-agitation [8, 1300, 186, 1910]
sign-prefix: ସ୍ୱା/- [823, 375, 867, 397]
email: E-mail:dpmunua@gmail.com [508, 1277, 647, 1288]
ad-idco-corrigendum-eoi [1134, 272, 1492, 594]
sign: Sd/- Chief District Medical Officer cum District Mission Director, Nuapada [282, 1412, 630, 1423]
phone-number: 08439000560 [114, 2112, 182, 2124]
table-cell: "D" & "C" [1303, 1337, 1370, 1384]
place-name: ରାଉରକେଲା [12, 2125, 62, 2139]
invite-title: ନିମନ୍ତ୍ରଣ:- [203, 1728, 253, 1742]
ref-date: Date: 28.08.15 [1420, 334, 1487, 346]
guest-item: - ଶ୍ରୀମତୀ ଲକ୍ଷ୍ମୀ ସାହୁ, ଉପ-ମେୟର [263, 1907, 423, 1921]
list-item [12, 2153, 182, 2167]
table-row [737, 1384, 1482, 1431]
sign: Sd/- Collector, Kalahandi [1367, 1039, 1485, 1050]
place-name: ଭୁବନେଶ୍ୱର [12, 2044, 67, 2058]
place-name: ଢେଙ୍କାନାଳ [12, 2206, 62, 2220]
tender-point: 1. Collector & District Magistrate, Kalahandi invites sealed tenders from the intending Individuals / Companies / Firms / Corporations eligible as per the condition specified in the tender documents, for transportation of food stuff from FCI Go-down to AWCs/ SHGs (THR processing units) of Lanjigarh ICDS project for the year 2015-16 (Oct'15 to March'16) of Kalahandi District. [1141, 728, 1485, 805]
place-name: ପୁରୀ [12, 2071, 31, 2085]
notice-footer: All other terms and conditions shall remain unchanged. [383, 1218, 627, 1229]
list-item [12, 2045, 182, 2059]
guest-item: - ଶ୍ରୀଯୁକ୍ତ ଆର.କେ. ଶର୍ମା, ଆରକ୍ଷୀ ଅଧୀକ୍ଷକ [263, 1890, 461, 1904]
notice-intro: The Chief District Medical Officer, Sambalpur invites sealed percentage rate tender in single sealed cover system for the various construction works mentioned in the table given below from the eligible class of contractors registered with the state government/central government PWD/CPWD/RWD/MES/Railway for execution of civil work, under NHM, Odisha. The bidders may submit the bids for any or all of the following works. [736, 1178, 1482, 1241]
ad-subtitle: ସ୍ୱାସ୍ଥ୍ୟ ଶାସନ ୨୦୧୫ ଉପଲକ୍ଷେ [806, 635, 1046, 658]
tender-term: 11. In case of Engineer contractors seeking exemption of EMD are required to submit an affidavit in original to the effect that he/she has not yet availed the facility for more than three works during the current financial year. The name of work which and the authority to whom the tender is being submitted must be mentioned in the affidavit, failing of which the tender paper will be rejected. Similarly the ST or SC contractors seeking price redundancy in EMD will also have to produce an affidavit in original to this office. The ST or SC contractors having Degree/Diploma in Engineering are not allowed to avail both the benefit in tender process. [736, 1903, 1482, 1969]
table-cell: Rs. 2455/- [1055, 1337, 1134, 1384]
col-header: Class of Contra-ctor [1303, 1271, 1370, 1318]
office-section: (Social Welfare Section) [1250, 647, 1376, 659]
table-cell: "D" & "C" [1303, 1431, 1370, 1464]
idco-tagline: Your power to grow [1148, 309, 1214, 316]
signatory-role: ମେୟର [449, 1985, 478, 1997]
place-name: ଭଦ୍ରକ [12, 2193, 45, 2206]
notice-body: In partial modification to the Expressions of Interest (EoI) for "Development, Customization, Integration and Implementation of End-to-End ERP Solution in IDCO", EoI No: HO/MIS/108/2015/16302 dated 21.08.2015, the last date of receipt of Response to EoI document is extended to 07.09.2015 up to 5.00 P.M. and the date of opening of the EoI document is extended to 08.09.2015 at 11.00 A.M. [383, 1143, 715, 1217]
table-row [737, 1464, 1482, 1497]
criteria-text: Evaluation Criteria [1183, 405, 1487, 423]
col-header: Cost of Bid Documents in Rs. [1134, 1271, 1230, 1318]
table-cell: 600/- +5% VAT [1134, 1431, 1230, 1464]
place-name: କଟକ [12, 2058, 36, 2071]
tender-point: 5. Undersigned reserves the right to award the tender and reject any or all tender documents without assigning any reason thereof. [1141, 983, 1485, 1008]
table-cell: Repair and Renovation of the Drug Dispensing counter at CHC Fashimal [768, 1464, 967, 1497]
list-item [12, 2207, 182, 2221]
guest-item: - ଶ୍ରୀଯୁକ୍ତ ସିଦ୍ଧାନ୍ତ ମହାପାତ୍ର, ମାନ୍ୟବର ସାଂସଦ [263, 1822, 490, 1836]
office-title: OFFICE OF THE CHIEF DISTRICT [864, 1073, 1354, 1108]
nhm-logo-text: NATIONAL HEALTH MISSION [1419, 1100, 1479, 1115]
story-body: ଅନୁଗୋଳ ଅଫିସ, ୩୦।୮- ଜିଲ୍ଲା ଆଇନ ସେବା ପ୍ରାଧିକରଣ ତରଫରୁ ରବିବାର ସ୍ଥାନୀୟ ବିଦ୍ୟାଳୟରେ ଆଇନ ସଚେତନତା ଶିବିର ଆୟୋଜନ କରାଯାଇଥିଲା । ଏଥିରେ ଜିଲ୍ଲା ଜଜ୍ ମୁଖ୍ୟ ଅତିଥି ଭାବେ ଯୋଗଦେଇ ଆଇନ ସମ୍ପର୍କରେ ସାଧାରଣ ଲୋକଙ୍କୁ ସଚେତନ କରାଇଥିଲେ । ବିଭିନ୍ନ ବକ୍ତା ଉପସ୍ଥିତ ରହି ମତାମତ ରଖିଥିଲେ । [192, 135, 372, 303]
place-name: ଜଟଣୀ [12, 2179, 38, 2193]
cyan-mark [1166, 2307, 1180, 2321]
ref-date: Date : 27.08.2015 [634, 1078, 715, 1090]
col-number: 2 [768, 1318, 967, 1337]
table-cell: Rs. 1060/- [1055, 1384, 1134, 1431]
signatory-name: ସୁନୀଲ କୁମାର ପ୍ରଧାନ [958, 961, 1098, 981]
table-row [1140, 483, 1487, 501]
org-name: ODISHA INDUSTRIAL INFRASTRUCTURE DEVELOPMENT CORPORATION [1229, 277, 1446, 301]
ad-footer: ଓ କର୍ପୋରେଟର ବୃନ୍ଦ, ବ୍ରହ୍ମପୁର ମହାନଗର ନିଗମ [350, 2006, 562, 2020]
page-number: ୧୧ [1454, 6, 1488, 44]
ad-bolangir-municipality [726, 278, 1126, 578]
table-cell: 4 [737, 1464, 769, 1497]
table-cell: 600/- +5% VAT [1134, 1464, 1230, 1497]
table-cell: "D" & "C" [1303, 1497, 1370, 1530]
ad-subtitle: ସ୍ୱାସ୍ଥ୍ୟ ଶାସନ ଦିବସ ୨୦୧୫ [347, 1475, 565, 1500]
signatory-role: ଅଧ୍ୟକ୍ଷା [786, 981, 823, 995]
guest-item: - ଶ୍ରୀଯୁକ୍ତ ବିକ୍ରମ କେଶରୀ ଆରୁଖ, ବିଧାୟକ [263, 1856, 462, 1870]
gray-mark [338, 2307, 352, 2321]
story-headline: ଆଇନ ସଚେତନତା ଶିବିର [226, 53, 680, 109]
table-cell: 3 Months [1230, 1384, 1303, 1431]
col-header: Security & EMD (1%) in Rs. [1055, 1271, 1134, 1318]
nhm-logo [1416, 1075, 1482, 1141]
folio-number: 37 [1475, 2305, 1490, 2320]
telefax: Telefax: 06678-223118, [265, 1277, 373, 1288]
tender-term: 5. The cost of tender paper will be attached with the bid documents in shape of Bank draft in favour of ZSS Non N.R.H.M. Account payable at Sambalpur. And the bank draft should not be made before the date of the publication of this advertisement. [736, 1703, 1482, 1729]
sign-prefix: ସ୍ୱା/- [823, 416, 867, 438]
phone-number: 08439000557 [114, 2139, 182, 2151]
ref-no: No. HO/MIS/108/2015/ 19413 [383, 1078, 516, 1090]
ref-date: Date:29.08.2015 [639, 1289, 715, 1301]
signatory-role: ଉପାଧ୍ୟକ୍ଷ [525, 979, 567, 990]
